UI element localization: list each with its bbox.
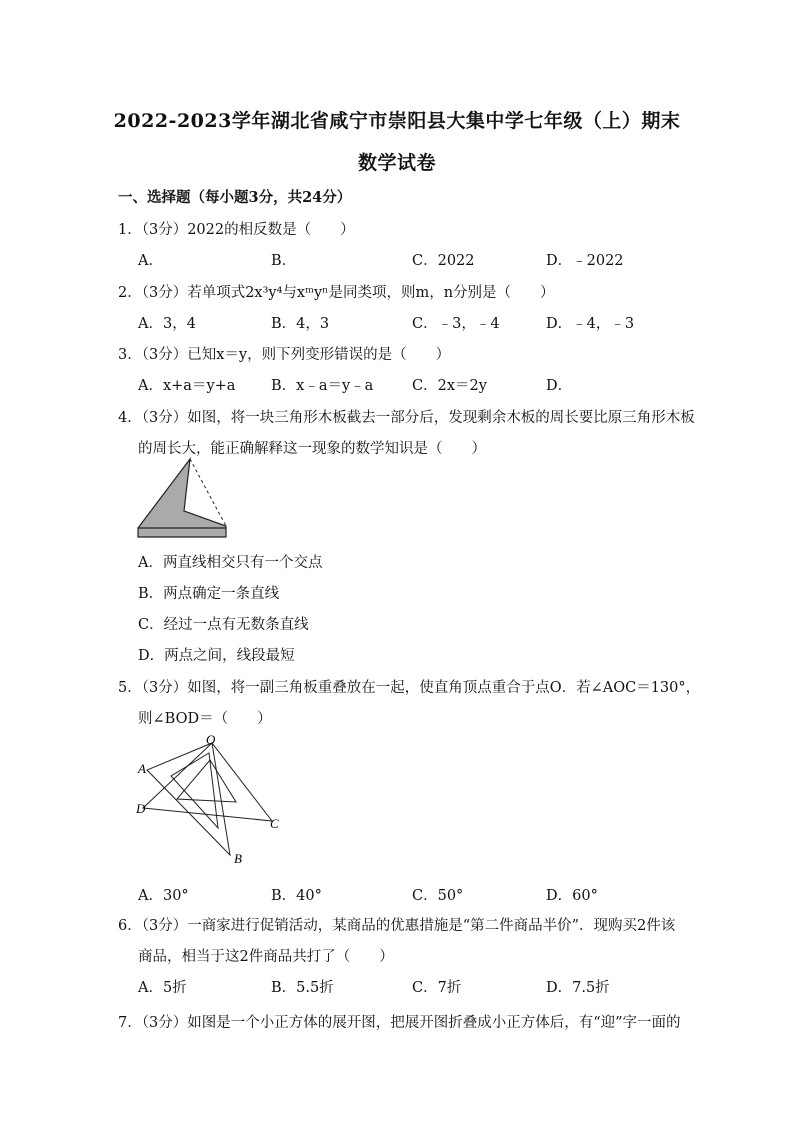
q6-stem-line1: 6．（3分）一商家进行促销活动，某商品的优惠措施是“第二件商品半价”．现购买2件该 <box>118 918 676 934</box>
q6-stem-line2: 商品，相当于这2件商品共打了（ ） <box>138 949 394 965</box>
q6-option-c: C．7折 <box>412 980 462 996</box>
q4-option-b: B．两点确定一条直线 <box>138 586 280 602</box>
q2-option-d: D．﹣4，﹣3 <box>546 316 635 332</box>
q2-stem: 2．（3分）若单项式2x³y⁴与xᵐyⁿ是同类项，则m，n分别是（ ） <box>118 285 555 301</box>
page-title-line2: 数学试卷 <box>357 152 436 174</box>
q1-stem: 1．（3分）2022的相反数是（ ） <box>118 222 355 238</box>
section-heading: 一、选择题（每小题3分，共24分） <box>118 189 352 206</box>
point-label-o: O <box>206 732 216 747</box>
q3-stem: 3．（3分）已知x＝y，则下列变形错误的是（ ） <box>118 347 451 363</box>
q6-option-a: A．5折 <box>138 980 187 996</box>
q3-option-c: C．2x＝2y <box>412 378 487 394</box>
q7-stem-line1: 7．（3分）如图是一个小正方体的展开图，把展开图折叠成小正方体后，有“迎”字一面的 <box>118 1015 681 1031</box>
q5-stem-line1: 5．（3分）如图，将一副三角板重叠放在一起，使直角顶点重合于点O．若∠AOC＝130°， <box>118 680 701 696</box>
q3-option-a: A．x+a＝y+a <box>138 378 236 394</box>
q2-option-b: B．4，3 <box>271 316 330 332</box>
q2-option-c: C．﹣3，﹣4 <box>412 316 500 332</box>
q1-option-c: C．2022 <box>412 253 475 269</box>
q5-option-a: A．30° <box>138 888 189 904</box>
page-title-line1: 2022-2023学年湖北省咸宁市崇阳县大集中学七年级（上）期末 <box>113 110 681 132</box>
q5-option-b: B．40° <box>271 888 322 904</box>
q1-option-d: D．﹣2022 <box>546 253 624 269</box>
q4-triangle-figure <box>136 455 231 540</box>
q6-option-d: D．7.5折 <box>546 980 610 996</box>
q1-option-b: B． <box>271 253 297 269</box>
q4-option-a: A．两直线相交只有一个交点 <box>138 555 323 571</box>
point-label-b: B <box>234 851 242 866</box>
point-label-c: C <box>270 816 279 831</box>
q6-option-b: B．5.5折 <box>271 980 334 996</box>
q4-option-c: C．经过一点有无数条直线 <box>138 617 309 633</box>
q3-option-d: D． <box>546 378 573 394</box>
q5-set-squares-figure <box>130 733 290 868</box>
point-label-d: D <box>136 801 146 816</box>
q4-stem-line1: 4．（3分）如图，将一块三角形木板截去一部分后，发现剩余木板的周长要比原三角形木板 <box>118 410 695 426</box>
point-label-a: A <box>138 761 146 776</box>
q5-stem-line2: 则∠BOD＝（ ） <box>138 711 272 727</box>
q1-option-a: A． <box>138 253 163 269</box>
q4-option-d: D．两点之间，线段最短 <box>138 648 295 664</box>
q5-option-d: D．60° <box>546 888 598 904</box>
q5-option-c: C．50° <box>412 888 464 904</box>
q4-stem-line2: 的周长大，能正确解释这一现象的数学知识是（ ） <box>138 441 486 457</box>
q2-option-a: A．3，4 <box>138 316 196 332</box>
q3-option-b: B．x﹣a＝y﹣a <box>271 378 374 394</box>
